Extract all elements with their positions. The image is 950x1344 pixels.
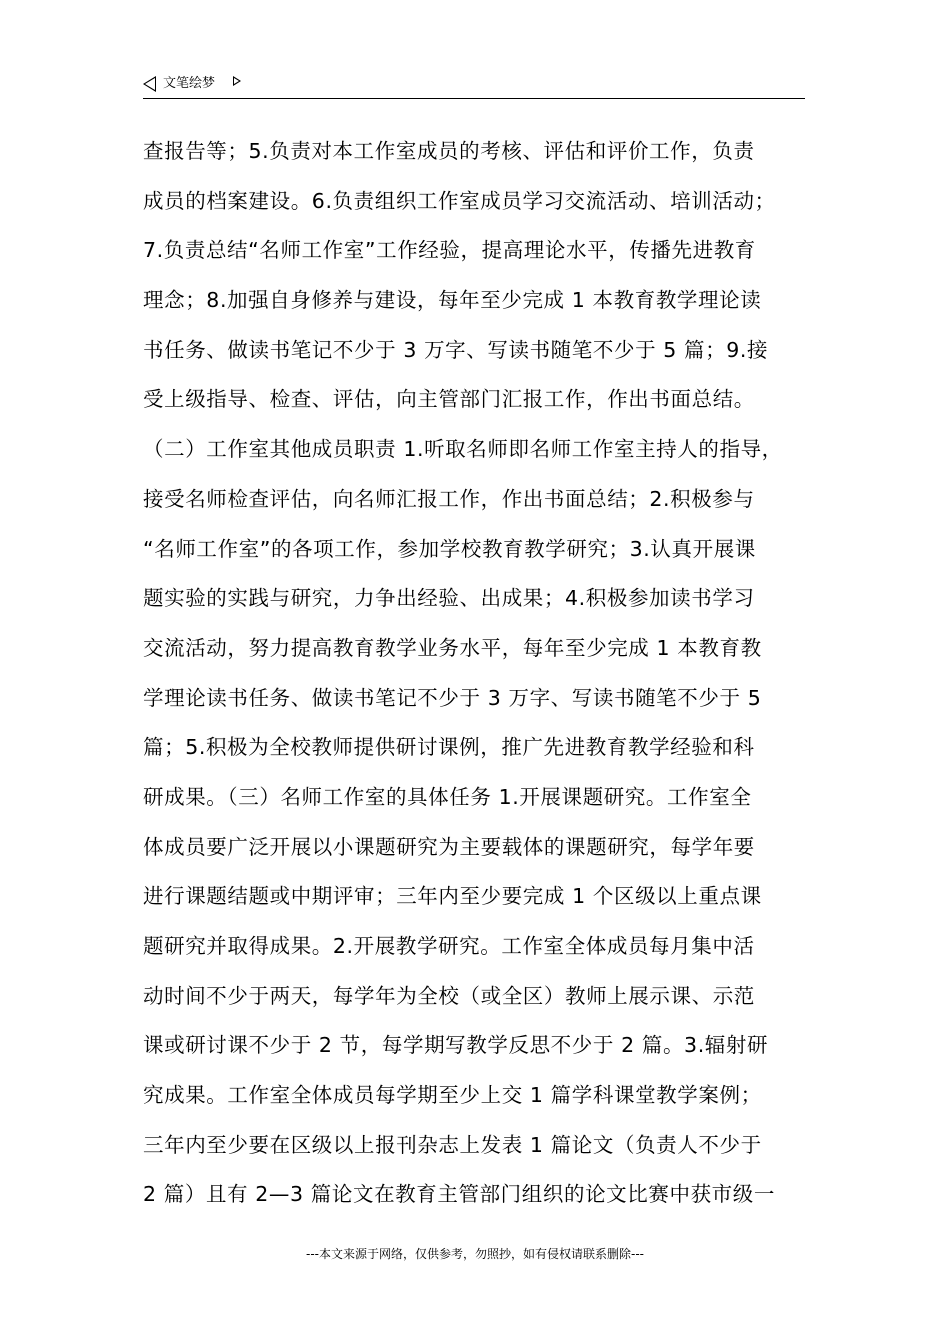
header-brand: 文笔绘梦	[163, 76, 216, 91]
text-line: 体成员要广泛开展以小课题研究为主要载体的课题研究，每学年要	[143, 834, 755, 859]
text-line: 交流活动，努力提高教育教学业务水平，每年至少完成 1 本教育教	[143, 635, 762, 660]
page-footer: ---本文来源于网络，仅供参考，勿照抄，如有侵权请联系删除---	[306, 1247, 644, 1261]
text-line: 研成果。（三）名师工作室的具体任务 1.开展课题研究。工作室全	[143, 784, 752, 809]
text-line: 题研究并取得成果。2.开展教学研究。工作室全体成员每月集中活	[143, 934, 755, 958]
text-line: 受上级指导、检查、评估，向主管部门汇报工作，作出书面总结。	[143, 387, 755, 412]
right-triangle-icon	[233, 76, 241, 86]
text-line: 2 篇）且有 2—3 篇论文在教育主管部门组织的论文比赛中获市级一	[143, 1182, 775, 1207]
text-line: 书任务、做读书笔记不少于 3 万字、写读书随笔不少于 5 篇；9.接	[143, 337, 769, 362]
text-line: 成员的档案建设。6.负责组织工作室成员学习交流活动、培训活动；	[143, 188, 776, 213]
text-line: “名师工作室”的各项工作，参加学校教育教学研究；3.认真开展课	[143, 536, 756, 561]
text-line: 学理论读书任务、做读书笔记不少于 3 万字、写读书随笔不少于 5	[143, 685, 762, 710]
left-triangle-icon	[143, 76, 156, 92]
text-line: 接受名师检查评估，向名师汇报工作，作出书面总结；2.积极参与	[143, 486, 755, 511]
document-body	[143, 130, 843, 1223]
text-line: 理念；8.加强自身修养与建设，每年至少完成 1 本教育教学理论读	[143, 288, 762, 313]
text-line: 篇；5.积极为全校教师提供研讨课例，推广先进教育教学经验和科	[143, 735, 755, 760]
text-line: 课或研讨课不少于 2 节，每学期写教学反思不少于 2 篇。3.辐射研	[143, 1033, 769, 1058]
text-line: 7.负责总结“名师工作室”工作经验，提高理论水平，传播先进教育	[143, 238, 756, 263]
text-line: （二）工作室其他成员职责 1.听取名师即名师工作室主持人的指导，	[143, 437, 783, 462]
text-line: 究成果。工作室全体成员每学期至少上交 1 篇学科课堂教学案例；	[143, 1083, 762, 1108]
text-line: 动时间不少于两天，每学年为全校（或全区）教师上展示课、示范	[143, 983, 755, 1008]
page-header	[143, 72, 805, 99]
text-line: 进行课题结题或中期评审；三年内至少要完成 1 个区级以上重点课	[143, 884, 762, 909]
text-line: 查报告等；5.负责对本工作室成员的考核、评估和评价工作，负责	[143, 139, 755, 163]
text-line: 三年内至少要在区级以上报刊杂志上发表 1 篇论文（负责人不少于	[143, 1132, 762, 1157]
text-line: 题实验的实践与研究，力争出经验、出成果；4.积极参加读书学习	[143, 586, 755, 611]
